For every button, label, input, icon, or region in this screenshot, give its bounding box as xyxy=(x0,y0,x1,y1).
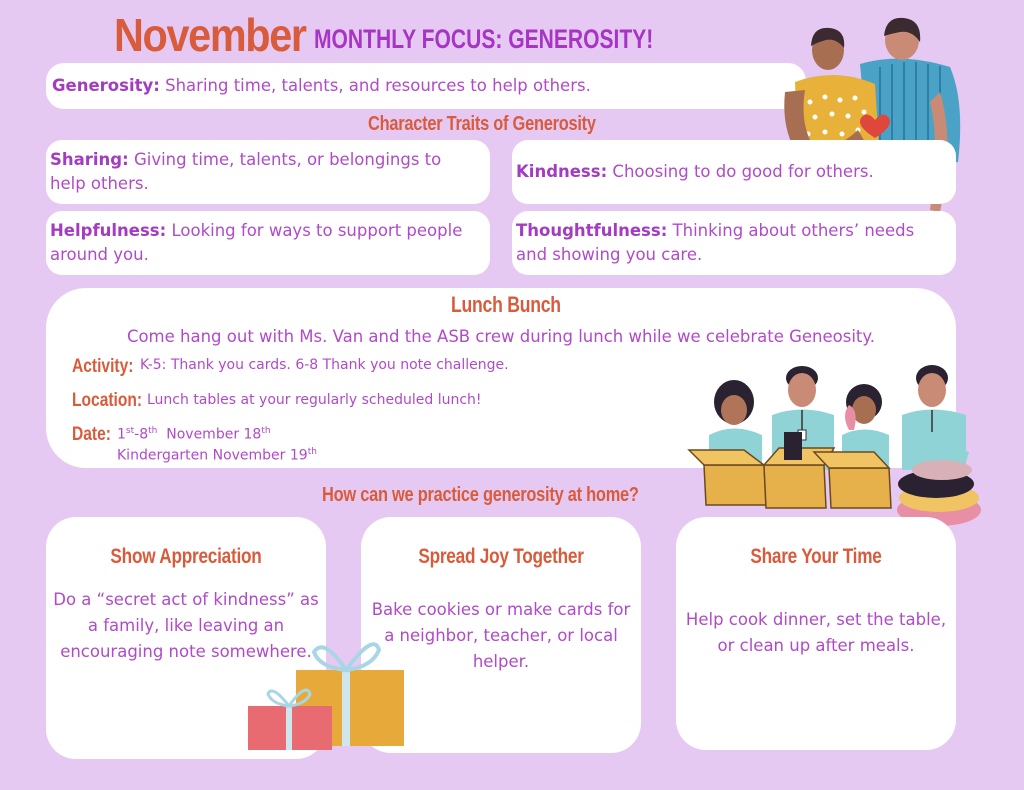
tip-title: Share Your Time xyxy=(750,545,882,568)
monthly-focus: MONTHLY FOCUS: GENEROSITY! xyxy=(314,24,654,54)
home-heading: How can we practice generosity at home? xyxy=(322,484,639,506)
trait-card-thoughtfulness xyxy=(512,211,956,275)
month-title: November xyxy=(114,9,306,61)
trait-term: Thoughtfulness: xyxy=(516,221,668,240)
location-label: Location: xyxy=(72,390,143,411)
tip-text: Help cook dinner, set the table, or clean up after meals. xyxy=(685,610,947,655)
trait-text: Choosing to do good for others. xyxy=(607,162,874,181)
date-label: Date: xyxy=(72,424,111,445)
trait-text: Thinking about others’ needs and showing you care. xyxy=(516,221,915,264)
location-text: Lunch tables at your regularly scheduled lunch! xyxy=(147,392,482,408)
trait-term: Helpfulness: xyxy=(50,221,167,240)
tip-title: Show Appreciation xyxy=(110,545,262,568)
lunch-bunch-title: Lunch Bunch xyxy=(451,292,561,317)
trait-text: Giving time, talents, or belongings to help others. xyxy=(50,150,442,193)
date-line-1: 1st-8th November 18th xyxy=(117,426,271,443)
trait-card-helpfulness xyxy=(46,211,490,275)
trait-text: Looking for ways to support people around you. xyxy=(50,221,463,264)
definition-card xyxy=(46,63,806,109)
lunch-bunch-intro: Come hang out with Ms. Van and the ASB crew during lunch while we celebrate Geneosity. xyxy=(126,327,876,346)
activity-label: Activity: xyxy=(72,356,134,377)
tip-text: Bake cookies or make cards for a neighbor, teacher, or local helper. xyxy=(371,600,631,671)
tip-text: Do a “secret act of kindness” as a family, like leaving an encouraging note somewhere. xyxy=(53,590,319,661)
definition-term: Generosity: xyxy=(52,76,160,95)
tip-card-share-time xyxy=(676,517,956,750)
activity-text: K-5: Thank you cards. 6-8 Thank you note challenge. xyxy=(140,357,509,373)
trait-card-sharing xyxy=(46,140,490,204)
trait-card-kindness xyxy=(512,140,956,204)
tip-title: Spread Joy Together xyxy=(418,545,584,568)
volunteers-illustration xyxy=(684,360,989,535)
trait-term: Sharing: xyxy=(50,150,129,169)
definition-text: Sharing time, talents, and resources to help others. xyxy=(159,76,591,95)
gift-boxes-illustration xyxy=(244,632,409,750)
trait-term: Kindness: xyxy=(516,162,608,181)
traits-heading: Character Traits of Generosity xyxy=(368,113,596,135)
date-line-2: Kindergarten November 19th xyxy=(117,447,317,464)
